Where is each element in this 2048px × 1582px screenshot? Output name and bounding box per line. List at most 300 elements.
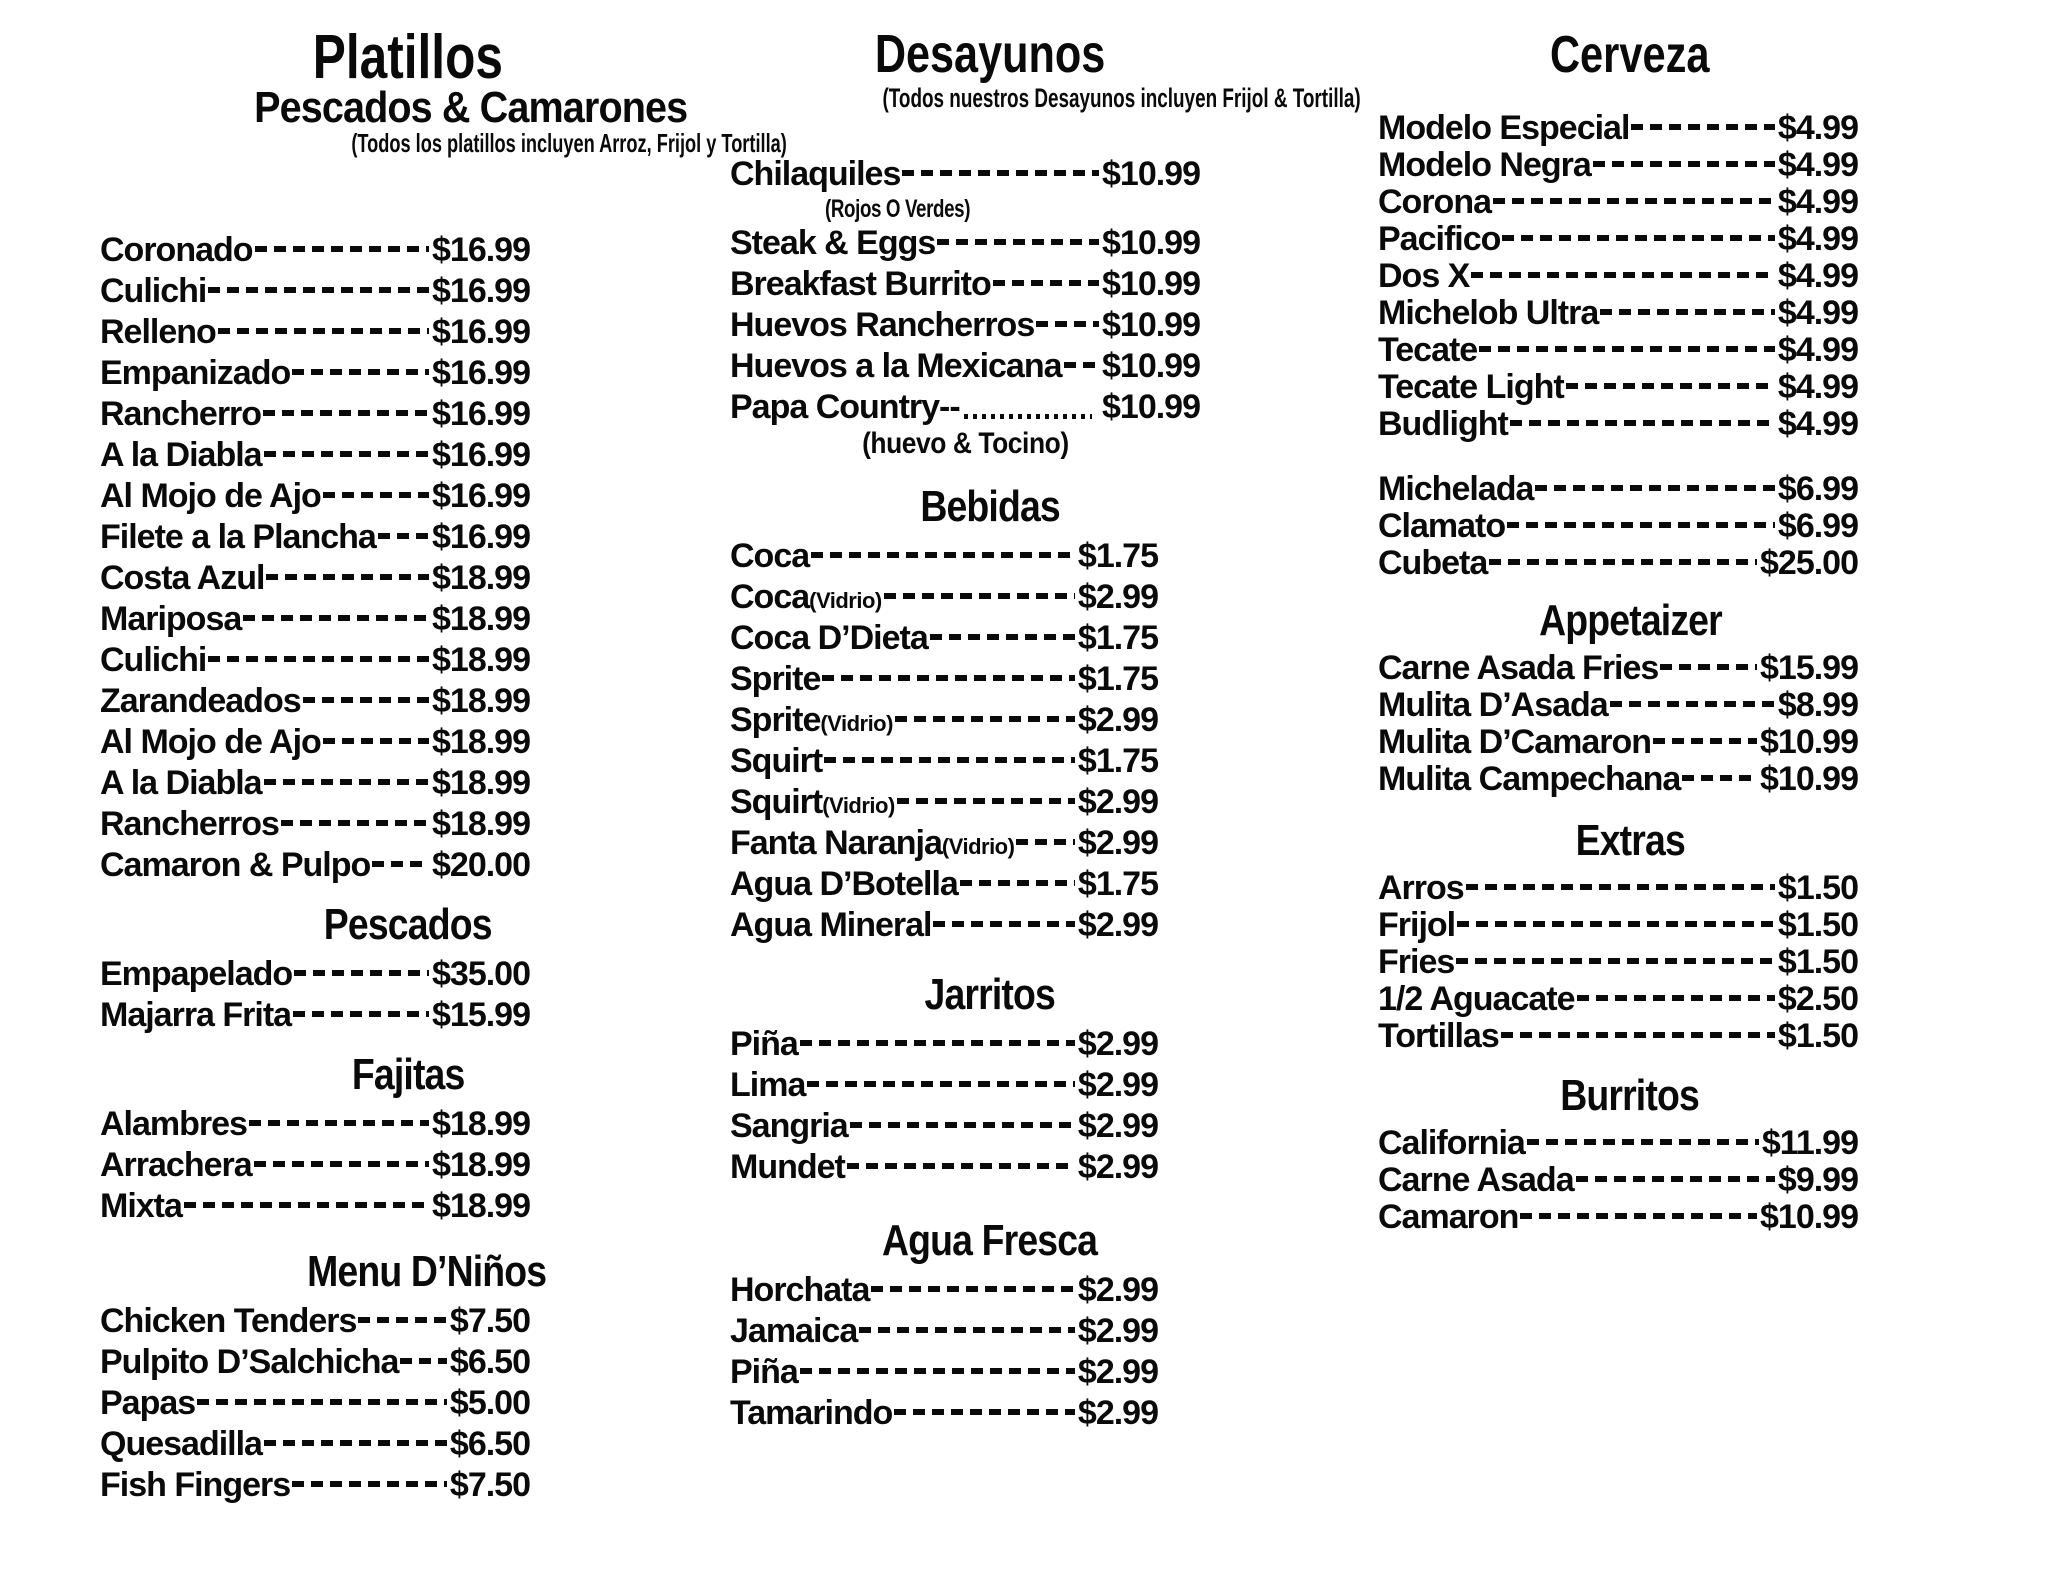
item-name — [1378, 686, 1608, 725]
menu-item-row — [1378, 110, 1858, 147]
menu-item-row — [1378, 295, 1858, 332]
item-name-text: Carne Asada Fries — [1378, 649, 1659, 687]
item-name-text: Papas — [100, 1384, 196, 1422]
dotted-leader — [1502, 235, 1775, 241]
menu-column — [730, 20, 1361, 1434]
dotted-leader — [264, 451, 429, 457]
item-price: $1.50 — [1777, 1017, 1858, 1055]
dotted-leader — [1507, 522, 1775, 528]
menu-item-row — [100, 558, 530, 599]
item-name-suffix: (Vidrio) — [809, 588, 882, 613]
menu-item-row — [1378, 221, 1858, 258]
menu-section — [100, 1247, 547, 1506]
dotted-leader — [281, 820, 429, 826]
item-name-text: 1/2 Aguacate — [1378, 980, 1575, 1018]
item-price: $2.99 — [1077, 1107, 1158, 1145]
item-name-text: Mulita Campechana — [1378, 760, 1681, 798]
item-name-text: Budlight — [1378, 405, 1508, 443]
item-name-text: Costa Azul — [100, 559, 265, 597]
menu-title — [780, 26, 1200, 82]
item-price: $15.99 — [432, 996, 530, 1034]
dotted-leader — [294, 970, 429, 976]
dotted-leader — [400, 1358, 447, 1364]
dotted-leader — [378, 533, 429, 539]
menu-title-text: Cerveza — [1550, 26, 1710, 84]
menu-item-row — [100, 804, 530, 845]
dotted-leader — [358, 1317, 446, 1323]
item-price: $7.50 — [449, 1302, 530, 1340]
menu-item-row — [100, 995, 530, 1036]
menu-item-row — [730, 782, 1200, 823]
item-name-text: Modelo Especial — [1378, 109, 1630, 147]
item-name — [1378, 368, 1564, 407]
item-name-text: Mulita D’Asada — [1378, 686, 1608, 724]
item-price: $6.50 — [449, 1425, 530, 1463]
item-name — [100, 313, 216, 352]
dotted-leader — [263, 410, 429, 416]
menu-section — [100, 902, 530, 1036]
item-price: $16.99 — [432, 354, 530, 392]
section-heading — [286, 1052, 530, 1104]
dotted-leader — [292, 369, 429, 375]
dotted-leader — [1566, 383, 1775, 389]
item-name — [1378, 1017, 1499, 1056]
item-name-text: A la Diabla — [100, 764, 262, 802]
menu-item-row — [1378, 369, 1858, 406]
dotted-leader — [1493, 198, 1775, 204]
menu-item-row — [100, 476, 530, 517]
item-name-text: Culichi — [100, 272, 207, 310]
section-heading-text: Agua Fresca — [882, 1216, 1098, 1265]
item-name — [730, 619, 928, 658]
section-heading-text: Burritos — [1560, 1071, 1700, 1120]
menu-section — [730, 1218, 1200, 1434]
dotted-leader — [800, 1368, 1075, 1374]
dotted-leader — [1501, 1032, 1775, 1038]
item-name-text: Al Mojo de Ajo — [100, 723, 321, 761]
menu-item-row — [1378, 258, 1858, 295]
item-name-text: Mulita D’Camaron — [1378, 723, 1652, 761]
menu-item-row — [100, 1383, 530, 1424]
item-price: $4.99 — [1777, 368, 1858, 406]
item-price: $35.00 — [432, 955, 530, 993]
dotted-leader — [1489, 559, 1757, 565]
item-name-text: Corona — [1378, 183, 1491, 221]
dotted-leader — [184, 1202, 429, 1208]
item-name-text: Tecate Light — [1378, 368, 1564, 406]
menu-item-row — [100, 640, 530, 681]
item-price: $1.50 — [1777, 906, 1858, 944]
item-price: $16.99 — [432, 231, 530, 269]
item-name — [730, 1025, 798, 1064]
item-name-text: Majarra Frita — [100, 996, 292, 1034]
dotted-leader — [243, 615, 429, 621]
item-price: $18.99 — [432, 1146, 530, 1184]
item-name-text: Michelada — [1378, 470, 1534, 508]
item-price: $11.99 — [1761, 1124, 1858, 1162]
item-name — [100, 1187, 182, 1226]
menu-item-row — [730, 618, 1200, 659]
item-name — [100, 996, 291, 1035]
item-price: $8.99 — [1777, 686, 1858, 724]
item-name-text: Horchata — [730, 1271, 870, 1309]
item-subnote-text: (Rojos O Verdes) — [825, 195, 971, 223]
menu-item-row — [730, 1106, 1200, 1147]
menu-item-row — [730, 1311, 1200, 1352]
item-name — [730, 701, 893, 740]
item-price: $2.99 — [1077, 1394, 1158, 1432]
dotted-leader — [1593, 161, 1775, 167]
dotted-leader — [800, 1040, 1075, 1046]
item-price: $1.75 — [1077, 865, 1158, 903]
item-name — [730, 824, 1014, 863]
dotted-leader — [811, 552, 1075, 558]
item-name — [1378, 257, 1469, 296]
item-name-text: Arros — [1378, 869, 1464, 907]
item-name-text: California — [1378, 1124, 1525, 1162]
item-name-text: Chicken Tenders — [100, 1302, 357, 1340]
item-name-text: Empapelado — [100, 955, 293, 993]
item-price: $1.50 — [1777, 869, 1858, 907]
item-name — [1378, 869, 1464, 908]
menu-item-row — [100, 230, 530, 271]
item-name-text: Quesadilla — [100, 1425, 262, 1463]
menu-item-row — [100, 435, 530, 476]
dotted-leader — [847, 1163, 1075, 1169]
item-name-text: Pulpito D’Salchicha — [100, 1343, 399, 1381]
item-price: $25.00 — [1760, 544, 1858, 582]
item-name — [100, 955, 292, 994]
item-name-text: Coronado — [100, 231, 253, 269]
item-name-text: Modelo Negra — [1378, 146, 1591, 184]
menu-item-row — [100, 954, 530, 995]
item-price: $18.99 — [432, 559, 530, 597]
menu-item-row — [730, 1065, 1200, 1106]
item-name-text: Relleno — [100, 313, 216, 351]
menu-item-row — [1378, 687, 1858, 724]
item-price: $7.50 — [449, 1466, 530, 1504]
menu-item-row — [730, 1393, 1200, 1434]
item-name-text: A la Diabla — [100, 436, 262, 474]
item-name — [730, 578, 882, 617]
item-name-text: Fanta Naranja — [730, 824, 942, 862]
item-subnote — [825, 195, 1200, 223]
menu-item-row — [1378, 870, 1858, 907]
menu-item-row — [100, 1342, 530, 1383]
menu-item-row — [100, 1465, 530, 1506]
item-price: $4.99 — [1777, 405, 1858, 443]
item-price: $10.99 — [1760, 723, 1858, 761]
item-price: $18.99 — [432, 764, 530, 802]
item-name-suffix: (Vidrio) — [820, 711, 893, 736]
dotted-leader — [1535, 485, 1775, 491]
item-subnote — [730, 428, 1200, 460]
item-name — [730, 906, 931, 945]
menu-item-row — [1378, 724, 1858, 761]
item-name — [730, 742, 822, 781]
item-name — [100, 354, 290, 393]
dotted-leader — [264, 1440, 447, 1446]
item-price: $18.99 — [432, 1105, 530, 1143]
menu-item-row — [100, 1186, 530, 1227]
item-name — [1378, 109, 1629, 148]
dotted-leader — [1456, 958, 1775, 964]
dotted-leader — [1577, 995, 1775, 1001]
menu-item-row — [730, 536, 1200, 577]
dotted-leader — [1631, 124, 1775, 130]
menu-item-row — [1378, 1018, 1858, 1055]
dotted-leader — [824, 757, 1075, 763]
menu-item-row — [100, 271, 530, 312]
menu-item-row — [100, 681, 530, 722]
menu-title — [1402, 26, 1858, 84]
item-name-text: Rancherro — [100, 395, 262, 433]
item-name — [1378, 294, 1598, 333]
menu-subtitle — [230, 83, 688, 132]
section-heading-text: Menu D’Niños — [307, 1247, 547, 1296]
dotted-leader — [264, 779, 429, 785]
item-name-text: Frijol — [1378, 906, 1456, 944]
menu-section — [730, 154, 1200, 460]
dotted-leader — [960, 880, 1075, 886]
dotted-leader — [933, 921, 1074, 927]
dotted-leader — [894, 1409, 1075, 1415]
item-name — [1378, 906, 1455, 945]
item-name-text: Pacifico — [1378, 220, 1501, 258]
menu-section — [100, 230, 530, 886]
menu-item-row — [730, 905, 1200, 946]
section-heading-text: Appetaizer — [1538, 596, 1722, 645]
item-name — [100, 477, 321, 516]
item-name — [1378, 943, 1454, 982]
menu-note-text: (Todos los platillos incluyen Arroz, Frijol y Tortilla) — [351, 128, 787, 158]
dotted-leader — [871, 1286, 1075, 1292]
menu-title — [286, 23, 530, 92]
item-name — [730, 388, 960, 427]
item-name-text: Empanizado — [100, 354, 291, 392]
item-name-text: Zarandeados — [100, 682, 301, 720]
item-name — [1378, 1198, 1518, 1237]
item-price: $10.99 — [1102, 347, 1200, 385]
item-price: $4.99 — [1777, 146, 1858, 184]
item-name — [100, 1146, 252, 1185]
menu-section — [1378, 471, 1858, 582]
item-name-text: Rancherros — [100, 805, 279, 843]
item-name-text: Squirt — [730, 742, 823, 780]
item-price: $2.99 — [1077, 1353, 1158, 1391]
item-name — [100, 272, 206, 311]
item-name-text: Cubeta — [1378, 544, 1488, 582]
dotted-leader — [1520, 1213, 1757, 1219]
item-name-text: Clamato — [1378, 507, 1506, 545]
menu-item-row — [730, 1352, 1200, 1393]
item-name — [730, 783, 895, 822]
item-price: $2.99 — [1077, 1066, 1158, 1104]
item-name — [100, 764, 262, 803]
item-name — [100, 1105, 247, 1144]
menu-item-row — [730, 346, 1200, 387]
item-name — [100, 600, 241, 639]
item-name-text: Tamarindo — [730, 1394, 893, 1432]
dotted-leader — [964, 414, 1092, 419]
item-name — [100, 518, 376, 557]
item-name — [1378, 220, 1500, 259]
item-name — [1378, 470, 1533, 509]
item-name-text: Fries — [1378, 943, 1455, 981]
menu-item-row — [100, 517, 530, 558]
menu-item-row — [1378, 508, 1858, 545]
dotted-leader — [255, 246, 429, 252]
dotted-leader — [372, 861, 429, 867]
item-price: $4.99 — [1777, 220, 1858, 258]
item-name — [1378, 331, 1477, 370]
item-name-text: Al Mojo de Ajo — [100, 477, 321, 515]
item-name-text: Lima — [730, 1066, 806, 1104]
menu-item-row — [730, 1270, 1200, 1311]
menu-item-row — [1378, 944, 1858, 981]
menu-title-text: Platillos — [312, 23, 504, 92]
item-name — [100, 436, 262, 475]
item-name-text: Culichi — [100, 641, 207, 679]
item-name — [1378, 980, 1575, 1019]
section-heading — [780, 1218, 1200, 1270]
section-heading-text: Bebidas — [920, 482, 1060, 531]
item-name-text: Tortillas — [1378, 1017, 1499, 1055]
item-name — [1378, 1161, 1574, 1200]
item-price: $2.99 — [1077, 1025, 1158, 1063]
item-name — [730, 1148, 845, 1187]
dotted-leader — [218, 328, 429, 334]
dotted-leader — [897, 798, 1075, 804]
section-heading-text: Fajitas — [351, 1050, 465, 1099]
item-name-text: Piña — [730, 1353, 798, 1391]
menu-item-row — [100, 1145, 530, 1186]
dotted-leader — [254, 1161, 429, 1167]
item-name-text: Carne Asada — [1378, 1161, 1574, 1199]
item-name-suffix: (Vidrio) — [941, 834, 1015, 859]
item-name — [100, 1466, 290, 1505]
menu-item-row — [730, 823, 1200, 864]
item-price: $2.99 — [1077, 578, 1158, 616]
item-name-text: Alambres — [100, 1105, 247, 1143]
item-name — [100, 1425, 262, 1464]
item-price: $1.75 — [1077, 537, 1158, 575]
item-name — [100, 682, 301, 721]
menu-section — [730, 484, 1200, 946]
item-name — [100, 1302, 356, 1341]
item-name-text: Steak & Eggs — [730, 224, 936, 262]
menu-section — [100, 1052, 530, 1227]
item-price: $6.99 — [1777, 507, 1858, 545]
item-price: $10.99 — [1102, 265, 1200, 303]
menu-item-row — [100, 1104, 530, 1145]
dotted-leader — [1457, 921, 1775, 927]
item-price: $16.99 — [432, 395, 530, 433]
item-price: $4.99 — [1777, 331, 1858, 369]
dotted-leader — [1600, 309, 1775, 315]
menu-section — [1378, 598, 1858, 798]
menu-item-row — [730, 741, 1200, 782]
item-price: $18.99 — [432, 682, 530, 720]
menu-note — [780, 82, 1361, 114]
dotted-leader — [1064, 362, 1099, 368]
item-name-text: Mariposa — [100, 600, 242, 638]
item-name-text: Camaron — [1378, 1198, 1519, 1236]
menu-item-row — [730, 700, 1200, 741]
item-name-text: Sprite — [730, 701, 821, 739]
menu-item-row — [100, 394, 530, 435]
menu-item-row — [1378, 1199, 1858, 1236]
item-price: $1.50 — [1777, 943, 1858, 981]
dotted-leader — [895, 716, 1075, 722]
item-price: $16.99 — [432, 518, 530, 556]
item-name-text: Filete a la Plancha — [100, 518, 376, 556]
dotted-leader — [208, 656, 429, 662]
dotted-leader — [1682, 775, 1757, 781]
item-name — [100, 641, 206, 680]
item-price: $4.99 — [1777, 294, 1858, 332]
dotted-leader — [303, 697, 429, 703]
item-price: $2.99 — [1077, 1271, 1158, 1309]
menu-section — [730, 972, 1200, 1188]
menu-item-row — [1378, 471, 1858, 508]
dotted-leader — [1510, 420, 1775, 426]
dotted-leader — [902, 170, 1099, 176]
section-heading — [1402, 1073, 1858, 1125]
item-name-text: Papa Country-- — [730, 388, 960, 426]
menu-item-row — [730, 264, 1200, 305]
item-name-text: Dos X — [1378, 257, 1470, 295]
menu-section — [1378, 110, 1858, 443]
item-name — [100, 559, 264, 598]
menu-item-row — [100, 312, 530, 353]
menu-section — [1378, 1073, 1858, 1236]
section-heading-text: Extras — [1575, 816, 1685, 865]
item-price: $6.50 — [449, 1343, 530, 1381]
item-name — [100, 805, 279, 844]
dotted-leader — [1036, 321, 1099, 327]
section-heading — [1402, 818, 1858, 870]
dotted-leader — [323, 738, 429, 744]
item-name — [100, 1343, 398, 1382]
item-name-text: Michelob Ultra — [1378, 294, 1599, 332]
dotted-leader — [208, 287, 429, 293]
item-name-text: Sangria — [730, 1107, 848, 1145]
menu-item-row — [100, 599, 530, 640]
item-price: $4.99 — [1777, 109, 1858, 147]
dotted-leader — [1016, 839, 1074, 845]
item-name — [1378, 760, 1680, 799]
dotted-leader — [807, 1081, 1075, 1087]
menu-subtitle-text: Pescados & Camarones — [254, 83, 688, 132]
item-name — [1378, 405, 1508, 444]
item-name — [730, 306, 1034, 345]
item-name — [100, 231, 253, 270]
dotted-leader — [266, 574, 429, 580]
item-name — [1378, 544, 1487, 583]
menu-note-text: (Todos nuestros Desayunos incluyen Frijol & Tortilla) — [882, 83, 1361, 113]
dotted-leader — [1466, 884, 1775, 890]
item-name-suffix: (Vidrio) — [822, 793, 895, 818]
item-name — [1378, 723, 1651, 762]
item-name-text: Sprite — [730, 660, 821, 698]
item-name-text: Chilaquiles — [730, 155, 901, 193]
item-price: $2.99 — [1077, 701, 1158, 739]
item-price: $16.99 — [432, 436, 530, 474]
dotted-leader — [249, 1120, 429, 1126]
menu-item-row — [100, 1424, 530, 1465]
menu-item-row — [730, 864, 1200, 905]
